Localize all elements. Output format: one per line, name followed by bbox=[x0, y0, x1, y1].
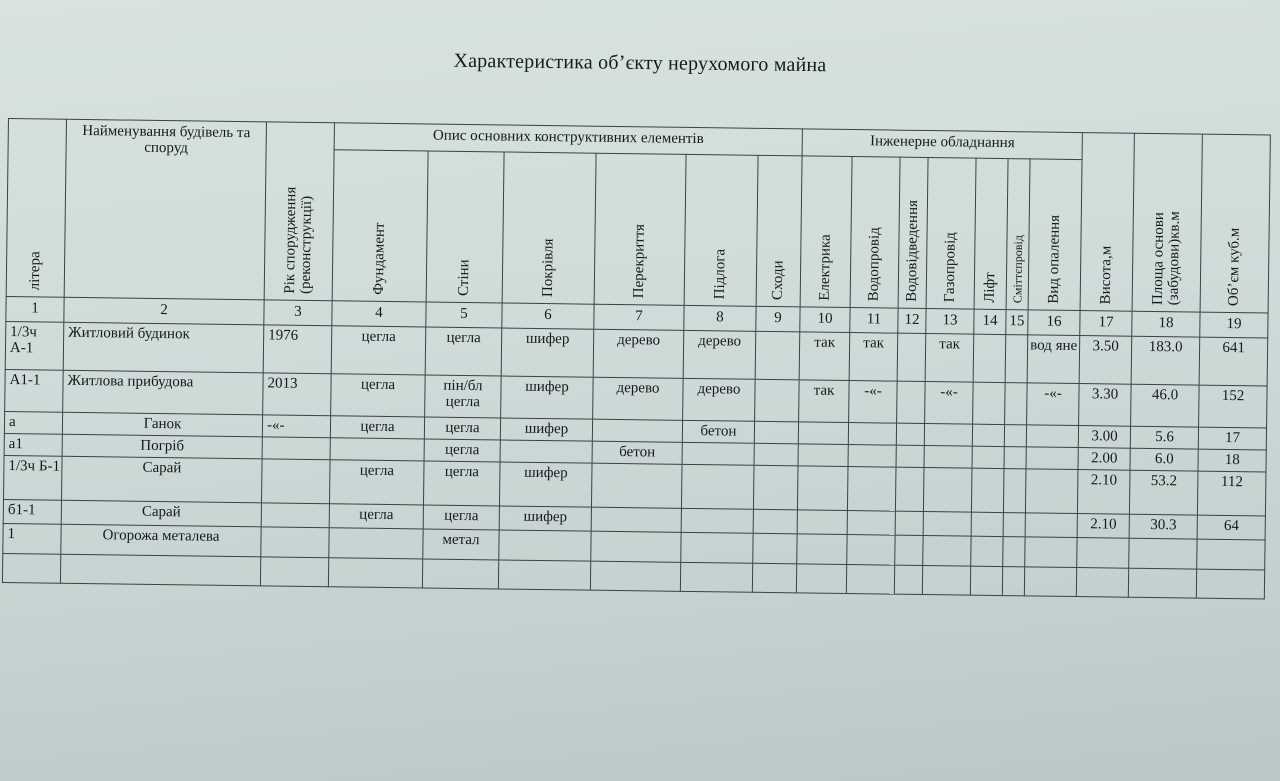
header-lift: Ліфт bbox=[974, 158, 1008, 309]
col-num: 15 bbox=[1006, 310, 1028, 335]
cell-litera: А1-1 bbox=[5, 369, 64, 412]
header-ceilings: Перекриття bbox=[594, 153, 686, 305]
characteristics-table bbox=[2, 118, 1271, 599]
characteristics-table-wrapper bbox=[2, 118, 1270, 599]
cell-stairs bbox=[754, 443, 798, 466]
cell-sanitary bbox=[1003, 469, 1026, 513]
cell-year: -«- bbox=[262, 415, 330, 438]
cell-height: 2.10 bbox=[1077, 514, 1129, 539]
cell-sanitary bbox=[1003, 513, 1025, 537]
col-num: 2 bbox=[64, 297, 264, 325]
col-num: 6 bbox=[502, 303, 594, 329]
col-num: 17 bbox=[1080, 311, 1132, 337]
cell-gas bbox=[923, 512, 971, 537]
cell-lift bbox=[972, 446, 1004, 468]
cell-empty bbox=[1024, 567, 1076, 597]
cell-empty bbox=[752, 563, 796, 593]
col-num: 11 bbox=[850, 308, 898, 334]
cell-name: Погріб bbox=[62, 434, 262, 459]
cell-lift bbox=[972, 424, 1004, 446]
cell-year bbox=[261, 503, 329, 528]
header-area: Площа основи (забудови)кв.м bbox=[1132, 133, 1202, 312]
cell-sanitary bbox=[1005, 335, 1028, 383]
cell-litera: 1 bbox=[3, 523, 61, 554]
cell-roof: шифер bbox=[499, 506, 591, 531]
cell-year bbox=[261, 527, 329, 558]
cell-roof: шифер bbox=[501, 376, 594, 419]
cell-empty bbox=[1196, 569, 1264, 599]
cell-name: Житлова прибудова bbox=[63, 370, 264, 415]
cell-floor: дерево bbox=[683, 378, 756, 421]
col-num: 16 bbox=[1028, 310, 1080, 336]
header-structural-group: Опис основних конструктивних елементів bbox=[334, 123, 802, 156]
cell-area: 46.0 bbox=[1131, 384, 1200, 427]
cell-foundation: цегла bbox=[331, 374, 426, 417]
cell-water bbox=[848, 423, 896, 446]
cell-floor: бетон bbox=[682, 420, 754, 443]
cell-walls: цегла bbox=[425, 327, 502, 376]
cell-area: 53.2 bbox=[1130, 470, 1199, 515]
cell-gas bbox=[924, 424, 972, 447]
cell-stairs bbox=[753, 465, 798, 510]
cell-empty bbox=[680, 562, 752, 592]
header-roof: Покрівля bbox=[502, 152, 596, 304]
cell-heating bbox=[1025, 513, 1077, 538]
cell-electric bbox=[798, 466, 849, 511]
cell-litera: б1-1 bbox=[3, 499, 61, 524]
header-engineering-group: Інженерне обладнання bbox=[802, 129, 1082, 160]
cell-foundation: цегла bbox=[331, 326, 426, 375]
cell-electric: так bbox=[799, 332, 850, 381]
cell-foundation: цегла bbox=[330, 416, 424, 439]
header-foundation: Фундамент bbox=[332, 150, 428, 302]
cell-sanitary bbox=[1005, 383, 1028, 425]
cell-sewer bbox=[896, 423, 924, 445]
cell-volume bbox=[1197, 539, 1265, 570]
cell-lift bbox=[973, 382, 1006, 424]
cell-roof: шифер bbox=[500, 418, 592, 441]
cell-name: Огорожа металева bbox=[61, 524, 261, 557]
cell-area: 30.3 bbox=[1129, 514, 1197, 539]
cell-empty bbox=[894, 565, 922, 594]
cell-stairs bbox=[753, 509, 797, 534]
header-stairs: Сходи bbox=[756, 155, 802, 307]
cell-gas bbox=[923, 536, 971, 567]
cell-year: 1976 bbox=[263, 325, 332, 374]
cell-height: 3.50 bbox=[1079, 336, 1132, 385]
cell-heating bbox=[1025, 469, 1078, 514]
col-num: 9 bbox=[756, 306, 800, 332]
cell-roof bbox=[500, 440, 592, 463]
col-num: 3 bbox=[264, 300, 332, 326]
cell-volume: 112 bbox=[1198, 471, 1267, 516]
cell-walls: цегла bbox=[423, 461, 500, 506]
cell-empty bbox=[328, 558, 422, 588]
cell-ceilings bbox=[591, 507, 681, 532]
cell-stairs bbox=[754, 421, 798, 444]
cell-roof bbox=[499, 530, 591, 561]
cell-water: так bbox=[849, 333, 898, 382]
cell-foundation bbox=[330, 438, 424, 461]
cell-gas bbox=[924, 446, 972, 469]
header-volume: Об’єм куб.м bbox=[1200, 134, 1270, 313]
cell-empty bbox=[796, 564, 846, 594]
cell-foundation: цегла bbox=[329, 504, 423, 529]
header-heating: Вид опалення bbox=[1028, 159, 1082, 311]
cell-foundation: цегла bbox=[329, 460, 424, 505]
cell-empty bbox=[1002, 567, 1024, 596]
cell-empty bbox=[1076, 568, 1128, 598]
header-floor: Підлога bbox=[684, 154, 758, 306]
cell-sanitary bbox=[1004, 425, 1026, 447]
cell-empty bbox=[970, 566, 1002, 595]
cell-heating bbox=[1026, 447, 1078, 470]
cell-empty bbox=[1128, 568, 1196, 598]
header-name: Найменування будівель та споруд bbox=[64, 119, 266, 300]
document-title: Характеристика об’єкту нерухомого майна bbox=[453, 49, 827, 77]
cell-water: -«- bbox=[849, 381, 898, 424]
cell-empty bbox=[590, 561, 680, 591]
cell-sewer bbox=[895, 535, 923, 565]
cell-gas: так bbox=[925, 334, 974, 383]
col-num: 4 bbox=[332, 301, 426, 327]
cell-litera: 1/3ч А-1 bbox=[5, 321, 64, 370]
cell-height: 2.00 bbox=[1078, 448, 1130, 471]
col-num: 12 bbox=[898, 308, 926, 333]
cell-area: 6.0 bbox=[1130, 448, 1198, 471]
col-num: 10 bbox=[800, 307, 850, 333]
cell-lift bbox=[973, 334, 1006, 382]
cell-electric bbox=[798, 422, 848, 445]
cell-lift bbox=[971, 536, 1003, 566]
cell-floor bbox=[681, 508, 753, 533]
cell-water bbox=[847, 511, 895, 536]
col-num: 5 bbox=[426, 302, 502, 328]
cell-ceilings bbox=[592, 419, 682, 442]
cell-ceilings bbox=[591, 531, 681, 562]
cell-gas: -«- bbox=[925, 382, 974, 425]
cell-empty bbox=[846, 565, 894, 595]
cell-sanitary bbox=[1003, 537, 1025, 567]
cell-water bbox=[848, 445, 896, 468]
col-num: 7 bbox=[594, 304, 684, 330]
cell-empty bbox=[2, 553, 60, 583]
header-gas: Газопровід bbox=[926, 158, 976, 310]
cell-sewer bbox=[896, 445, 924, 467]
cell-floor bbox=[681, 532, 753, 563]
cell-height: 2.10 bbox=[1078, 470, 1131, 515]
header-year: Рік спорудження (реконструкції) bbox=[264, 122, 334, 301]
col-num: 13 bbox=[926, 309, 974, 335]
cell-floor bbox=[682, 442, 754, 465]
cell-volume: 152 bbox=[1199, 385, 1268, 428]
cell-electric bbox=[797, 534, 847, 565]
cell-height: 3.00 bbox=[1078, 426, 1130, 449]
cell-name: Сарай bbox=[61, 500, 261, 527]
cell-sewer bbox=[895, 467, 924, 511]
cell-stairs bbox=[753, 533, 797, 564]
cell-area: 5.6 bbox=[1130, 426, 1198, 449]
col-num: 19 bbox=[1200, 312, 1268, 338]
cell-name: Сарай bbox=[62, 456, 263, 503]
cell-heating: -«- bbox=[1027, 383, 1080, 426]
header-sanitary: Сміттєпровід bbox=[1006, 159, 1030, 310]
header-sewer: Водовідведення bbox=[898, 157, 928, 308]
cell-empty bbox=[422, 559, 498, 589]
cell-height bbox=[1077, 538, 1129, 569]
col-num: 14 bbox=[974, 309, 1006, 334]
cell-stairs bbox=[755, 379, 800, 422]
cell-litera: а1 bbox=[4, 433, 62, 456]
cell-volume: 64 bbox=[1197, 515, 1265, 540]
header-walls: Стіни bbox=[426, 151, 504, 303]
cell-sewer bbox=[897, 333, 926, 381]
cell-walls: цегла bbox=[424, 439, 500, 462]
cell-water bbox=[847, 535, 895, 566]
cell-ceilings: дерево bbox=[593, 377, 684, 420]
cell-volume: 18 bbox=[1198, 449, 1266, 472]
col-num: 1 bbox=[6, 296, 64, 322]
cell-stairs bbox=[755, 331, 800, 380]
cell-ceilings: дерево bbox=[593, 329, 684, 378]
cell-name: Ганок bbox=[62, 412, 262, 437]
cell-empty bbox=[498, 560, 590, 590]
cell-heating bbox=[1026, 425, 1078, 448]
cell-roof: шифер bbox=[499, 462, 592, 507]
cell-ceilings bbox=[591, 463, 682, 508]
cell-sewer bbox=[897, 381, 926, 423]
col-num: 8 bbox=[684, 305, 756, 331]
cell-heating bbox=[1025, 537, 1077, 568]
cell-sanitary bbox=[1004, 447, 1026, 469]
cell-sewer bbox=[895, 511, 923, 535]
cell-heating: вод яне bbox=[1027, 335, 1080, 384]
cell-electric: так bbox=[799, 380, 850, 423]
cell-volume: 17 bbox=[1198, 427, 1266, 450]
cell-ceilings: бетон bbox=[592, 441, 682, 464]
cell-height: 3.30 bbox=[1079, 384, 1132, 427]
cell-foundation bbox=[329, 528, 423, 559]
cell-roof: шифер bbox=[501, 328, 594, 377]
cell-area: 183.0 bbox=[1131, 336, 1200, 385]
header-height: Висота,м bbox=[1080, 133, 1134, 312]
cell-walls: метал bbox=[423, 529, 499, 560]
cell-volume: 641 bbox=[1199, 337, 1268, 386]
cell-floor bbox=[681, 464, 754, 509]
cell-lift bbox=[971, 468, 1004, 512]
cell-name: Житловий будинок bbox=[63, 322, 264, 373]
cell-electric bbox=[798, 444, 848, 467]
cell-year bbox=[261, 459, 330, 504]
cell-walls: цегла bbox=[424, 417, 500, 440]
cell-lift bbox=[971, 512, 1003, 536]
cell-empty bbox=[60, 554, 260, 586]
cell-year: 2013 bbox=[263, 373, 332, 416]
header-electric: Електрика bbox=[800, 156, 852, 308]
header-litera: літера bbox=[6, 119, 66, 298]
cell-empty bbox=[260, 557, 328, 587]
cell-walls: цегла bbox=[423, 505, 499, 530]
cell-floor: дерево bbox=[683, 330, 756, 379]
cell-electric bbox=[797, 510, 847, 535]
col-num: 18 bbox=[1132, 311, 1200, 337]
cell-gas bbox=[923, 468, 972, 513]
cell-empty bbox=[922, 566, 970, 596]
cell-walls: пін/бл цегла bbox=[425, 375, 502, 418]
cell-litera: а bbox=[4, 411, 62, 434]
cell-year bbox=[262, 437, 330, 460]
cell-water bbox=[847, 467, 896, 512]
cell-area bbox=[1129, 538, 1197, 569]
header-water: Водопровід bbox=[850, 157, 900, 309]
cell-litera: 1/3ч Б-1 bbox=[4, 455, 63, 500]
